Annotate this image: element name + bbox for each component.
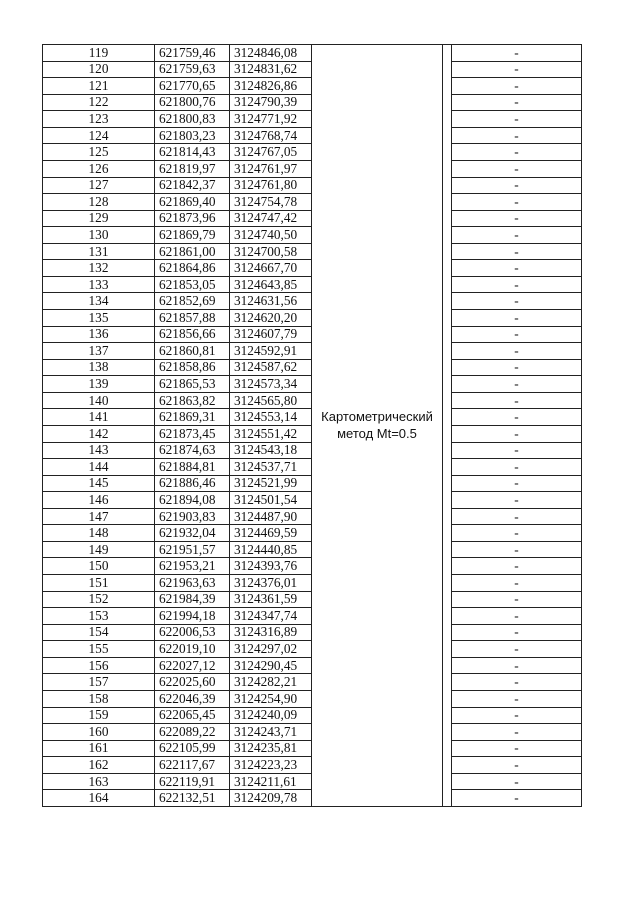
accuracy-dash-cell: - [452, 608, 582, 625]
point-number-cell: 129 [43, 210, 155, 227]
spacer-column [443, 45, 452, 807]
x-coordinate-cell: 621984,39 [155, 591, 230, 608]
accuracy-dash-cell: - [452, 293, 582, 310]
x-coordinate-cell: 621759,63 [155, 61, 230, 78]
accuracy-dash-cell: - [452, 707, 582, 724]
accuracy-dash-cell: - [452, 425, 582, 442]
y-coordinate-cell: 3124487,90 [230, 508, 312, 525]
point-number-cell: 131 [43, 243, 155, 260]
accuracy-dash-cell: - [452, 459, 582, 476]
x-coordinate-cell: 621759,46 [155, 45, 230, 62]
y-coordinate-cell: 3124768,74 [230, 127, 312, 144]
accuracy-dash-cell: - [452, 674, 582, 691]
x-coordinate-cell: 621852,69 [155, 293, 230, 310]
x-coordinate-cell: 621853,05 [155, 276, 230, 293]
point-number-cell: 149 [43, 541, 155, 558]
accuracy-dash-cell: - [452, 575, 582, 592]
y-coordinate-cell: 3124761,80 [230, 177, 312, 194]
accuracy-dash-cell: - [452, 359, 582, 376]
point-number-cell: 125 [43, 144, 155, 161]
method-cell [312, 45, 443, 807]
accuracy-dash-cell: - [452, 442, 582, 459]
y-coordinate-cell: 3124761,97 [230, 160, 312, 177]
point-number-cell: 147 [43, 508, 155, 525]
x-coordinate-cell: 621814,43 [155, 144, 230, 161]
accuracy-dash-cell: - [452, 243, 582, 260]
accuracy-dash-cell: - [452, 310, 582, 327]
accuracy-dash-cell: - [452, 740, 582, 757]
point-number-cell: 143 [43, 442, 155, 459]
y-coordinate-cell: 3124754,78 [230, 194, 312, 211]
accuracy-dash-cell: - [452, 61, 582, 78]
y-coordinate-cell: 3124543,18 [230, 442, 312, 459]
x-coordinate-cell: 621819,97 [155, 160, 230, 177]
x-coordinate-cell: 621861,00 [155, 243, 230, 260]
y-coordinate-cell: 3124551,42 [230, 425, 312, 442]
y-coordinate-cell: 3124254,90 [230, 690, 312, 707]
y-coordinate-cell: 3124565,80 [230, 392, 312, 409]
x-coordinate-cell: 621884,81 [155, 459, 230, 476]
point-number-cell: 140 [43, 392, 155, 409]
x-coordinate-cell: 621874,63 [155, 442, 230, 459]
y-coordinate-cell: 3124573,34 [230, 376, 312, 393]
accuracy-dash-cell: - [452, 210, 582, 227]
accuracy-dash-cell: - [452, 690, 582, 707]
y-coordinate-cell: 3124587,62 [230, 359, 312, 376]
x-coordinate-cell: 621903,83 [155, 508, 230, 525]
y-coordinate-cell: 3124297,02 [230, 641, 312, 658]
x-coordinate-cell: 622105,99 [155, 740, 230, 757]
y-coordinate-cell: 3124553,14 [230, 409, 312, 426]
accuracy-dash-cell: - [452, 525, 582, 542]
accuracy-dash-cell: - [452, 111, 582, 128]
x-coordinate-cell: 622065,45 [155, 707, 230, 724]
accuracy-dash-cell: - [452, 276, 582, 293]
accuracy-dash-cell: - [452, 127, 582, 144]
y-coordinate-cell: 3124826,86 [230, 78, 312, 95]
accuracy-dash-cell: - [452, 78, 582, 95]
y-coordinate-cell: 3124607,79 [230, 326, 312, 343]
method-line-1: Картометрический [321, 409, 433, 425]
y-coordinate-cell: 3124469,59 [230, 525, 312, 542]
point-number-cell: 153 [43, 608, 155, 625]
accuracy-dash-cell: - [452, 508, 582, 525]
y-coordinate-cell: 3124235,81 [230, 740, 312, 757]
x-coordinate-cell: 622089,22 [155, 724, 230, 741]
point-number-cell: 159 [43, 707, 155, 724]
y-coordinate-cell: 3124361,59 [230, 591, 312, 608]
point-number-cell: 128 [43, 194, 155, 211]
point-number-cell: 119 [43, 45, 155, 62]
accuracy-dash-cell: - [452, 641, 582, 658]
accuracy-dash-cell: - [452, 757, 582, 774]
x-coordinate-cell: 621857,88 [155, 310, 230, 327]
accuracy-dash-cell: - [452, 94, 582, 111]
accuracy-dash-cell: - [452, 624, 582, 641]
point-number-cell: 126 [43, 160, 155, 177]
x-coordinate-cell: 621863,82 [155, 392, 230, 409]
point-number-cell: 139 [43, 376, 155, 393]
table-row [43, 45, 582, 62]
x-coordinate-cell: 622132,51 [155, 790, 230, 807]
point-number-cell: 122 [43, 94, 155, 111]
y-coordinate-cell: 3124700,58 [230, 243, 312, 260]
x-coordinate-cell: 621865,53 [155, 376, 230, 393]
point-number-cell: 146 [43, 492, 155, 509]
accuracy-dash-cell: - [452, 475, 582, 492]
x-coordinate-cell: 621864,86 [155, 260, 230, 277]
x-coordinate-cell: 621869,79 [155, 227, 230, 244]
x-coordinate-cell: 621856,66 [155, 326, 230, 343]
point-number-cell: 163 [43, 773, 155, 790]
accuracy-dash-cell: - [452, 790, 582, 807]
x-coordinate-cell: 621932,04 [155, 525, 230, 542]
point-number-cell: 144 [43, 459, 155, 476]
y-coordinate-cell: 3124376,01 [230, 575, 312, 592]
point-number-cell: 148 [43, 525, 155, 542]
point-number-cell: 162 [43, 757, 155, 774]
point-number-cell: 124 [43, 127, 155, 144]
table-body [43, 45, 582, 807]
point-number-cell: 158 [43, 690, 155, 707]
accuracy-dash-cell: - [452, 45, 582, 62]
point-number-cell: 156 [43, 657, 155, 674]
y-coordinate-cell: 3124831,62 [230, 61, 312, 78]
x-coordinate-cell: 622025,60 [155, 674, 230, 691]
accuracy-dash-cell: - [452, 144, 582, 161]
accuracy-dash-cell: - [452, 326, 582, 343]
y-coordinate-cell: 3124790,39 [230, 94, 312, 111]
point-number-cell: 132 [43, 260, 155, 277]
x-coordinate-cell: 621770,65 [155, 78, 230, 95]
point-number-cell: 154 [43, 624, 155, 641]
x-coordinate-cell: 621800,83 [155, 111, 230, 128]
point-number-cell: 120 [43, 61, 155, 78]
point-number-cell: 157 [43, 674, 155, 691]
x-coordinate-cell: 621842,37 [155, 177, 230, 194]
x-coordinate-cell: 621894,08 [155, 492, 230, 509]
y-coordinate-cell: 3124740,50 [230, 227, 312, 244]
point-number-cell: 152 [43, 591, 155, 608]
point-number-cell: 121 [43, 78, 155, 95]
point-number-cell: 137 [43, 343, 155, 360]
accuracy-dash-cell: - [452, 591, 582, 608]
accuracy-dash-cell: - [452, 724, 582, 741]
point-number-cell: 160 [43, 724, 155, 741]
point-number-cell: 123 [43, 111, 155, 128]
y-coordinate-cell: 3124521,99 [230, 475, 312, 492]
point-number-cell: 151 [43, 575, 155, 592]
point-number-cell: 141 [43, 409, 155, 426]
x-coordinate-cell: 621803,23 [155, 127, 230, 144]
y-coordinate-cell: 3124537,71 [230, 459, 312, 476]
x-coordinate-cell: 622019,10 [155, 641, 230, 658]
y-coordinate-cell: 3124747,42 [230, 210, 312, 227]
y-coordinate-cell: 3124771,92 [230, 111, 312, 128]
point-number-cell: 136 [43, 326, 155, 343]
x-coordinate-cell: 622117,67 [155, 757, 230, 774]
x-coordinate-cell: 621886,46 [155, 475, 230, 492]
point-number-cell: 164 [43, 790, 155, 807]
y-coordinate-cell: 3124347,74 [230, 608, 312, 625]
y-coordinate-cell: 3124209,78 [230, 790, 312, 807]
y-coordinate-cell: 3124243,71 [230, 724, 312, 741]
x-coordinate-cell: 622119,91 [155, 773, 230, 790]
point-number-cell: 130 [43, 227, 155, 244]
point-number-cell: 134 [43, 293, 155, 310]
accuracy-dash-cell: - [452, 492, 582, 509]
x-coordinate-cell: 621858,86 [155, 359, 230, 376]
coordinates-table [42, 44, 582, 807]
x-coordinate-cell: 622046,39 [155, 690, 230, 707]
x-coordinate-cell: 621994,18 [155, 608, 230, 625]
point-number-cell: 145 [43, 475, 155, 492]
point-number-cell: 133 [43, 276, 155, 293]
y-coordinate-cell: 3124223,23 [230, 757, 312, 774]
point-number-cell: 161 [43, 740, 155, 757]
x-coordinate-cell: 621800,76 [155, 94, 230, 111]
x-coordinate-cell: 621869,31 [155, 409, 230, 426]
method-line-2: метод Mt=0.5 [337, 426, 417, 442]
y-coordinate-cell: 3124290,45 [230, 657, 312, 674]
accuracy-dash-cell: - [452, 260, 582, 277]
accuracy-dash-cell: - [452, 343, 582, 360]
accuracy-dash-cell: - [452, 227, 582, 244]
accuracy-dash-cell: - [452, 177, 582, 194]
x-coordinate-cell: 621963,63 [155, 575, 230, 592]
y-coordinate-cell: 3124667,70 [230, 260, 312, 277]
x-coordinate-cell: 621873,45 [155, 425, 230, 442]
x-coordinate-cell: 621860,81 [155, 343, 230, 360]
y-coordinate-cell: 3124240,09 [230, 707, 312, 724]
accuracy-dash-cell: - [452, 541, 582, 558]
x-coordinate-cell: 621873,96 [155, 210, 230, 227]
x-coordinate-cell: 622027,12 [155, 657, 230, 674]
accuracy-dash-cell: - [452, 392, 582, 409]
y-coordinate-cell: 3124440,85 [230, 541, 312, 558]
point-number-cell: 127 [43, 177, 155, 194]
accuracy-dash-cell: - [452, 376, 582, 393]
accuracy-dash-cell: - [452, 773, 582, 790]
y-coordinate-cell: 3124631,56 [230, 293, 312, 310]
accuracy-dash-cell: - [452, 409, 582, 426]
y-coordinate-cell: 3124767,05 [230, 144, 312, 161]
x-coordinate-cell: 621951,57 [155, 541, 230, 558]
y-coordinate-cell: 3124620,20 [230, 310, 312, 327]
accuracy-dash-cell: - [452, 558, 582, 575]
y-coordinate-cell: 3124643,85 [230, 276, 312, 293]
y-coordinate-cell: 3124282,21 [230, 674, 312, 691]
x-coordinate-cell: 621953,21 [155, 558, 230, 575]
point-number-cell: 135 [43, 310, 155, 327]
y-coordinate-cell: 3124316,89 [230, 624, 312, 641]
y-coordinate-cell: 3124393,76 [230, 558, 312, 575]
y-coordinate-cell: 3124211,61 [230, 773, 312, 790]
point-number-cell: 150 [43, 558, 155, 575]
point-number-cell: 138 [43, 359, 155, 376]
accuracy-dash-cell: - [452, 657, 582, 674]
y-coordinate-cell: 3124846,08 [230, 45, 312, 62]
accuracy-dash-cell: - [452, 194, 582, 211]
y-coordinate-cell: 3124501,54 [230, 492, 312, 509]
accuracy-dash-cell: - [452, 160, 582, 177]
point-number-cell: 155 [43, 641, 155, 658]
point-number-cell: 142 [43, 425, 155, 442]
x-coordinate-cell: 621869,40 [155, 194, 230, 211]
x-coordinate-cell: 622006,53 [155, 624, 230, 641]
y-coordinate-cell: 3124592,91 [230, 343, 312, 360]
